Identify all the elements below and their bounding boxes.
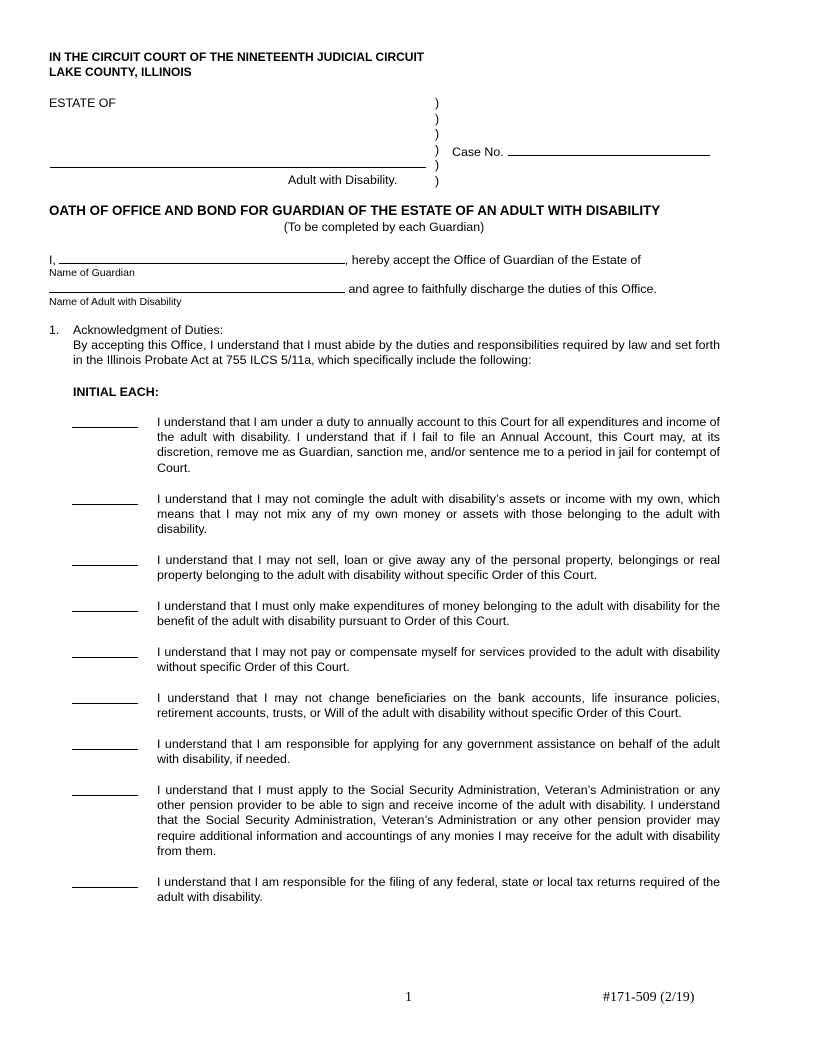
guardian-name-field[interactable] bbox=[59, 251, 345, 264]
oath-statement-line1 bbox=[49, 251, 641, 268]
initial-field[interactable] bbox=[72, 703, 138, 704]
adult-with-disability-label: Adult with Disability. bbox=[288, 173, 398, 187]
oath-accept-text: , hereby accept the Office of Guardian of the Estate of bbox=[344, 253, 641, 267]
section-heading: Acknowledgment of Duties: bbox=[73, 323, 224, 337]
initial-each-label: INITIAL EACH: bbox=[73, 385, 159, 399]
initial-field[interactable] bbox=[72, 657, 138, 658]
duty-text: I understand that I may not pay or compensate myself for services provided to the adult with disability without specific Order of this Court. bbox=[157, 645, 720, 675]
estate-of-label: ESTATE OF bbox=[49, 96, 117, 110]
name-of-adult-label: Name of Adult with Disability bbox=[49, 296, 182, 308]
duty-text: I understand that I may not sell, loan or give away any of the personal property, belongings or real property belonging to the adult with disability without specific Order of this Court. bbox=[157, 553, 720, 583]
duty-item bbox=[72, 783, 720, 859]
court-header bbox=[49, 50, 424, 80]
case-number-field[interactable] bbox=[508, 143, 710, 156]
duty-text: I understand that I may not change beneficiaries on the bank accounts, life insurance policies, retirement accounts, trusts, or Will of the adult with disability without specific Order of this Court. bbox=[157, 691, 720, 721]
caption-paren: ) bbox=[435, 127, 440, 142]
section-number: 1. bbox=[49, 323, 60, 337]
form-number: #171-509 (2/19) bbox=[603, 990, 695, 1005]
name-of-guardian-label: Name of Guardian bbox=[49, 267, 135, 279]
caption-paren: ) bbox=[435, 111, 440, 126]
initial-field[interactable] bbox=[72, 611, 138, 612]
initial-field[interactable] bbox=[72, 795, 138, 796]
duty-item bbox=[72, 553, 720, 583]
caption-paren: ) bbox=[435, 142, 440, 157]
duty-text: I understand that I may not comingle the adult with disability’s assets or income with my own, which means that I may not mix any of my own money or assets with those belonging to the adult with disability. bbox=[157, 492, 720, 537]
page-number: 1 bbox=[405, 990, 412, 1005]
oath-prefix: I, bbox=[49, 253, 56, 267]
initial-field[interactable] bbox=[72, 887, 138, 888]
duty-text: I understand that I am responsible for applying for any government assistance on behalf of the adult with disability, if needed. bbox=[157, 737, 720, 767]
county-name: LAKE COUNTY, ILLINOIS bbox=[49, 65, 192, 79]
initial-field[interactable] bbox=[72, 427, 138, 428]
oath-statement-line2 bbox=[49, 280, 657, 297]
caption-paren: ) bbox=[435, 158, 440, 173]
case-no-label: Case No. bbox=[452, 145, 504, 159]
duty-text: I understand that I am responsible for the filing of any federal, state or local tax returns required of the adult with disability. bbox=[157, 875, 720, 905]
court-name: IN THE CIRCUIT COURT OF THE NINETEENTH JUDICIAL CIRCUIT bbox=[49, 50, 425, 64]
duty-text: I understand that I must only make expenditures of money belonging to the adult with disability for the benefit of the adult with disability pursuant to Order of this Court. bbox=[157, 599, 720, 629]
caption-parentheses bbox=[435, 96, 439, 190]
duty-text: I understand that I must apply to the Social Security Administration, Veteran’s Administration or any other pension provider to be able to sign and receive income of the adult with disability. I understand that the Social Security Administration, Veteran’s Administration or any other pension provider may require additional information and accountings of any monies I may receive for the adult with disability from them. bbox=[157, 783, 720, 858]
adult-with-disability-name-field[interactable] bbox=[49, 280, 345, 293]
duty-item bbox=[72, 599, 720, 629]
initial-field[interactable] bbox=[72, 565, 138, 566]
duty-text: I understand that I am under a duty to annually account to this Court for all expenditures and income of the adult with disability. I understand that if I fail to file an Annual Account, this Court may, at its discretion, remove me as Guardian, sanction me, and/or sentence me to a period in jail for contempt of Court. bbox=[157, 415, 720, 475]
caption-paren: ) bbox=[435, 173, 440, 188]
form-title: OATH OF OFFICE AND BOND FOR GUARDIAN OF THE ESTATE OF AN ADULT WITH DISABILITY bbox=[49, 203, 661, 218]
duty-item bbox=[72, 875, 720, 905]
duty-item bbox=[72, 737, 720, 767]
caption-paren: ) bbox=[435, 96, 440, 110]
adult-name-field[interactable] bbox=[50, 157, 426, 168]
section-intro: By accepting this Office, I understand that I must abide by the duties and responsibilities required by law and set forth in the Illinois Probate Act at 755 ILCS 5/11a, which specifically include the following: bbox=[73, 338, 720, 368]
oath-agree-text: and agree to faithfully discharge the duties of this Office. bbox=[345, 282, 657, 296]
duty-item bbox=[72, 645, 720, 675]
duty-item bbox=[72, 492, 720, 538]
initial-field[interactable] bbox=[72, 504, 138, 505]
case-number bbox=[452, 143, 710, 160]
duty-item bbox=[72, 415, 720, 476]
initial-field[interactable] bbox=[72, 749, 138, 750]
duty-item bbox=[72, 691, 720, 721]
form-subtitle: (To be completed by each Guardian) bbox=[283, 220, 485, 234]
